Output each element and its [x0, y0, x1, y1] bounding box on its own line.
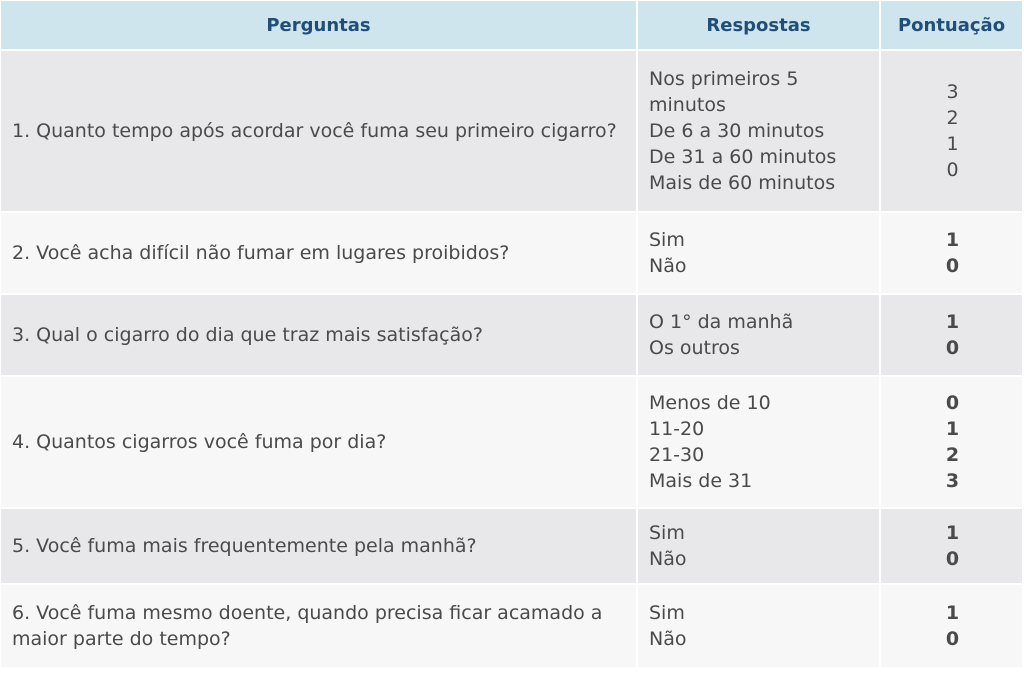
table-row	[1, 509, 1022, 585]
table-row	[1, 585, 1022, 669]
answers-cell	[638, 295, 881, 377]
score-value: 0	[945, 255, 960, 277]
score-value: 1	[945, 229, 960, 251]
answers-cell	[638, 509, 881, 585]
answer-option: Nos primeiros 5 minutos	[649, 68, 799, 116]
scores-cell	[881, 377, 1022, 509]
score-value: 1	[945, 418, 960, 440]
answer-option: De 6 a 30 minutos	[649, 120, 825, 142]
score-value: 1	[945, 311, 960, 333]
fagerstrom-questionnaire-table	[1, 1, 1022, 669]
answer-option: Sim	[649, 602, 685, 624]
column-header-pontuacao: Pontuação	[881, 1, 1022, 51]
question-cell: 6. Você fuma mesmo doente, quando precisa ficar acamado a maior parte do tempo?	[1, 585, 638, 669]
answers-cell	[638, 585, 881, 669]
question-cell: 1. Quanto tempo após acordar você fuma seu primeiro cigarro?	[1, 51, 638, 213]
score-value: 1	[946, 133, 959, 155]
answer-option: Não	[649, 628, 687, 650]
question-cell: 5. Você fuma mais frequentemente pela manhã?	[1, 509, 638, 585]
answer-option: Não	[649, 548, 687, 570]
score-value: 2	[946, 107, 959, 129]
score-value: 0	[945, 337, 960, 359]
score-value: 0	[946, 159, 959, 181]
answer-option: Não	[649, 255, 687, 277]
answer-option: Mais de 60 minutos	[649, 172, 836, 194]
score-value: 2	[945, 444, 960, 466]
score-value: 1	[945, 522, 960, 544]
question-cell: 4. Quantos cigarros você fuma por dia?	[1, 377, 638, 509]
answer-option: 11-20	[649, 418, 705, 440]
score-value: 0	[945, 392, 960, 414]
answer-option: Os outros	[649, 337, 740, 359]
table-row	[1, 213, 1022, 295]
table-row	[1, 295, 1022, 377]
answer-option: De 31 a 60 minutos	[649, 146, 837, 168]
answer-option: Sim	[649, 522, 685, 544]
score-value: 3	[946, 81, 959, 103]
scores-cell	[881, 213, 1022, 295]
column-header-perguntas: Perguntas	[1, 1, 638, 51]
table-row	[1, 51, 1022, 213]
answers-cell	[638, 51, 881, 213]
score-value: 0	[945, 628, 960, 650]
score-value: 1	[945, 602, 960, 624]
answer-option: 21-30	[649, 444, 705, 466]
score-value: 3	[945, 470, 960, 492]
table-header-row	[1, 1, 1022, 51]
answers-cell	[638, 213, 881, 295]
scores-cell	[881, 509, 1022, 585]
answers-cell	[638, 377, 881, 509]
question-cell: 3. Qual o cigarro do dia que traz mais satisfação?	[1, 295, 638, 377]
score-value: 0	[945, 548, 960, 570]
answer-option: Menos de 10	[649, 392, 771, 414]
answer-option: O 1° da manhã	[649, 311, 794, 333]
scores-cell	[881, 51, 1022, 213]
column-header-respostas: Respostas	[638, 1, 881, 51]
scores-cell	[881, 585, 1022, 669]
question-cell: 2. Você acha difícil não fumar em lugares proibidos?	[1, 213, 638, 295]
table-row	[1, 377, 1022, 509]
answer-option: Sim	[649, 229, 685, 251]
scores-cell	[881, 295, 1022, 377]
answer-option: Mais de 31	[649, 470, 753, 492]
